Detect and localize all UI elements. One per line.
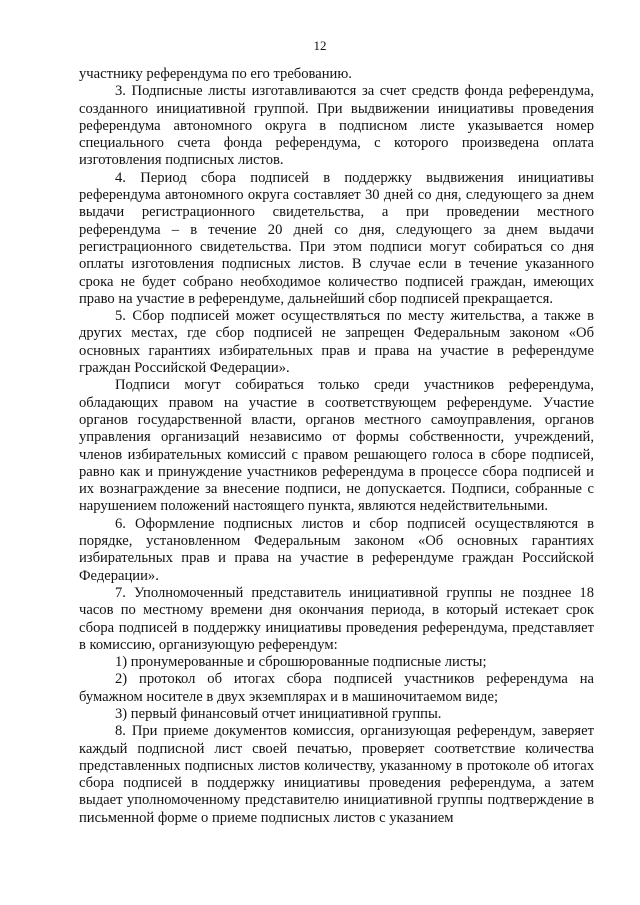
list-item: 2) протокол об итогах сбора подписей участников референдума на бумажном носителе в двух экземплярах и в машиночитаемом виде; [79,671,594,705]
paragraph: Подписи могут собираться только среди участников референдума, обладающих правом на участие в соответствующем референдуме. Участие органов государственной власти, органов местного самоуправления, органов управления организаций независимо от формы собственности, учреждений, членов избирательных комиссий с правом решающего голоса в сборе подписей, равно как и принуждение участников референдума в процессе сбора подписей и их вознаграждение за внесение подписи, не допускается. Подписи, собранные с нарушением положений настоящего пункта, являются недействительными. [79,377,594,515]
paragraph: 6. Оформление подписных листов и сбор подписей осуществляются в порядке, установленном Федеральным законом «Об основных гарантиях избирательных прав и права на участие в референдуме граждан Российской Федерации». [79,515,594,584]
paragraph: 7. Уполномоченный представитель инициативной группы не позднее 18 часов по местному времени дня окончания периода, в который истекает срок сбора подписей в поддержку инициативы проведения референдума, представляет в комиссию, организующую референдум: [79,584,594,653]
list-item: 3) первый финансовый отчет инициативной группы. [115,705,442,722]
page-number: 12 [313,38,327,53]
paragraph: 3. Подписные листы изготавливаются за счет средств фонда референдума, созданного инициативной группой. При выдвижении инициативы проведения референдума автономного округа в подписном листе указывается номер специального счета фонда референдума, с которого произведена оплата изготовления подписных листов. [79,83,594,169]
paragraph: 4. Период сбора подписей в поддержку выдвижения инициативы референдума автономного округа составляет 30 дней со дня, следующего за днем выдачи регистрационного свидетельства, а при проведении местного референдума – в течение 20 дней со дня, следующего за днем выдачи регистрационного свидетельства. При этом подписи могут собираться со дня оплаты изготовления подписных листов. В случае если в течение указанного срока не будет собрано необходимое количество подписей граждан, имеющих право на участие в референдуме, дальнейший сбор подписей прекращается. [79,169,594,307]
paragraph: 8. При приеме документов комиссия, организующая референдум, заверяет каждый подписной лист своей печатью, проверяет соответствие количества представленных подписных листов количеству, указанному в протоколе об итогах сбора подписей в поддержку инициативы проведения референдума, а затем выдает уполномоченному представителю инициативной группы подтверждение в письменной форме о приеме подписных листов с указанием [79,723,594,826]
document-body [79,66,594,827]
paragraph: 5. Сбор подписей может осуществляться по месту жительства, а также в других местах, где сбор подписей не запрещен Федеральным законом «Об основных гарантиях избирательных прав и права на участие в референдуме граждан Российской Федерации». [79,308,594,377]
list-item: 1) пронумерованные и сброшюрованные подписные листы; [115,654,487,671]
paragraph: участнику референдума по его требованию. [79,66,352,82]
